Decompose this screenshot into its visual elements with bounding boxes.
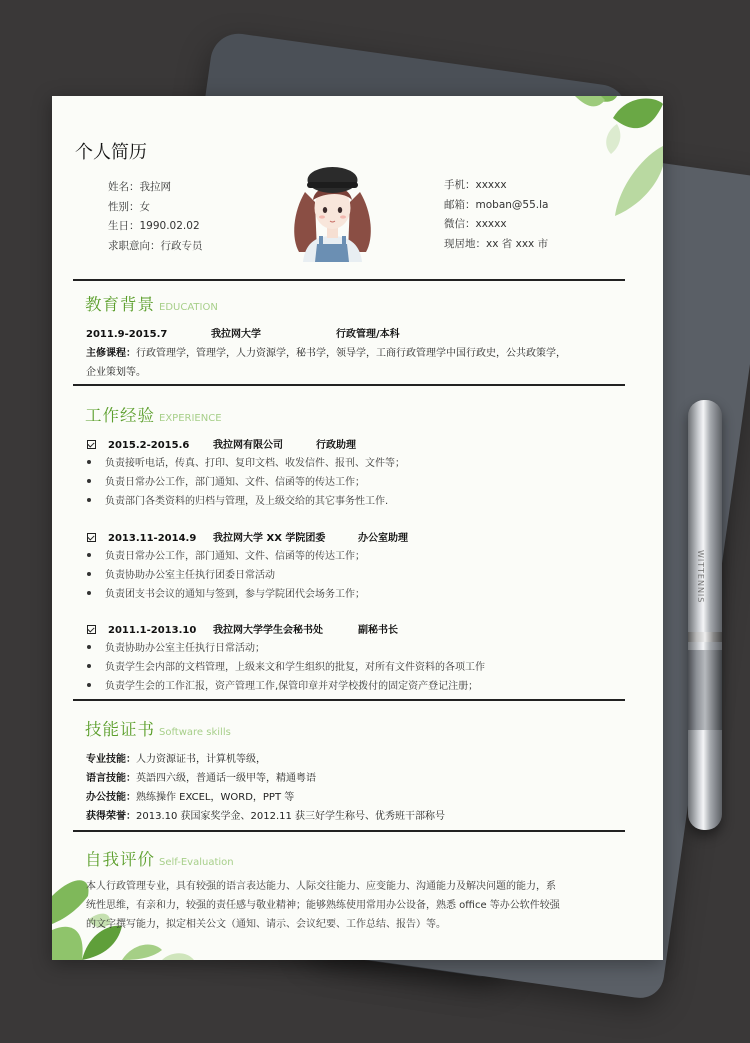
skill-text: 2013.10 获国家奖学金、2012.11 获三好学生称号、优秀班干部称号 [136, 811, 446, 822]
education-heading [85, 291, 218, 315]
skill-row [86, 750, 266, 765]
pen-ring [688, 632, 722, 642]
self-eval-heading-cn: 自我评价 [85, 850, 155, 869]
avatar [285, 152, 380, 262]
wechat-field: 微信：xxxxx [444, 218, 507, 230]
experience-heading-cn: 工作经验 [85, 406, 155, 425]
job-org: 我拉网大学学生会秘书处 [213, 625, 323, 636]
education-school: 我拉网大学 [211, 329, 261, 340]
divider [73, 279, 625, 281]
bullet-icon [87, 479, 91, 483]
education-heading-en: EDUCATION [159, 302, 218, 313]
email-field: 邮箱：moban@55.la [444, 198, 549, 211]
pen-brand: WITTENNIS [696, 550, 705, 604]
job-item-text: 负责日常办公工作，部门通知、文件、信函等的传达工作； [105, 477, 365, 488]
job-item-text: 负责协助办公室主任执行团委日常活动 [105, 570, 275, 581]
job-role: 副秘书长 [358, 625, 398, 636]
bullet-icon [87, 591, 91, 595]
education-courses-cont: 企业策划等。 [86, 367, 146, 378]
skill-text: 英語四六级，普通话一级甲等，精通粤语 [136, 773, 316, 784]
name-field: 姓名：我拉网 [108, 181, 171, 193]
bullet-icon [87, 572, 91, 576]
job-item [86, 677, 478, 692]
pen-image [688, 400, 722, 830]
job-item-text: 负责日常办公工作，部门通知、文件、信函等的传达工作； [105, 551, 365, 562]
job-org: 我拉网大学 XX 学院团委 [213, 533, 326, 544]
job-item [86, 566, 275, 581]
skill-row [86, 769, 316, 784]
skill-row [86, 788, 294, 803]
job-item-text: 负责部门各类资料的归档与管理，及上级交给的其它事务性工作. [105, 496, 389, 507]
self-eval-line: 本人行政管理专业，具有较强的语言表达能力、人际交往能力、应变能力、沟通能力及解决问题的能力，系 [86, 881, 556, 892]
job-header [86, 436, 356, 451]
job-period: 2015.2-2015.6 [108, 440, 190, 451]
divider [73, 384, 625, 386]
education-row [86, 325, 400, 340]
leaf-decoration-top-icon [557, 96, 663, 226]
skill-label: 办公技能： [86, 792, 136, 803]
job-role: 行政助理 [316, 440, 356, 451]
bullet-icon [87, 683, 91, 687]
bullet-icon [87, 498, 91, 502]
skill-label: 语言技能： [86, 773, 136, 784]
divider [73, 830, 625, 832]
job-item-text: 负责学生会内部的文档管理，上级来文和学生组织的批复，对所有文件资料的各项工作 [105, 662, 485, 673]
self-eval-line: 统性思维，有亲和力，较强的责任感与敬业精神；能够熟练使用常用办公设备，熟悉 office 等办公软件较强 [86, 900, 560, 911]
education-heading-cn: 教育背景 [85, 295, 155, 314]
birthday-field: 生日：1990.02.02 [108, 220, 200, 232]
self-eval-text [86, 877, 598, 934]
job-item [86, 473, 365, 488]
gender-field: 性别：女 [108, 200, 150, 213]
job-item-text: 负责协助办公室主任执行日常活动； [105, 643, 265, 654]
education-courses [86, 344, 566, 359]
checkbox-icon [87, 440, 96, 449]
job-item-text: 负责学生会的工作汇报，资产管理工作,保管印章并对学校拨付的固定资产登记注册； [105, 681, 479, 692]
skills-heading-cn: 技能证书 [85, 720, 155, 739]
page-title: 个人简历 [75, 142, 147, 163]
personal-info-right [444, 176, 548, 254]
skill-label: 获得荣誉： [86, 811, 136, 822]
divider [73, 699, 625, 701]
self-eval-heading [85, 846, 234, 870]
self-eval-line: 的文字撰写能力，拟定相关公文（通知、请示、会议纪要、工作总结、报告）等。 [86, 919, 446, 930]
job-item [86, 639, 265, 654]
job-period: 2011.1-2013.10 [108, 625, 197, 636]
skill-row [86, 807, 445, 822]
job-item [86, 454, 405, 469]
job-intent-field: 求职意向：行政专员 [108, 239, 203, 252]
skill-text: 熟练操作 EXCEL，WORD，PPT 等 [136, 792, 295, 803]
education-period: 2011.9-2015.7 [86, 329, 168, 340]
skills-heading [85, 716, 231, 740]
courses-label: 主修课程： [86, 348, 136, 359]
personal-info-left [108, 178, 203, 256]
phone-field: 手机：xxxxx [444, 179, 507, 191]
bullet-icon [87, 553, 91, 557]
job-item-text: 负责接听电话，传真、打印、复印文档、收发信件、报刊、文件等； [105, 458, 405, 469]
job-role: 办公室助理 [358, 533, 408, 544]
job-header [86, 529, 408, 544]
self-eval-heading-en: Self-Evaluation [159, 857, 234, 868]
courses-text: 行政管理学，管理学，人力资源学，秘书学，领导学，工商行政管理学中国行政史，公共政策学， [136, 348, 566, 359]
job-period: 2013.11-2014.9 [108, 533, 197, 544]
skills-heading-en: Software skills [159, 727, 231, 738]
checkbox-icon [87, 625, 96, 634]
address-field: 现居地：xx 省 xxx 市 [444, 237, 549, 250]
bullet-icon [87, 664, 91, 668]
skill-label: 专业技能： [86, 754, 136, 765]
experience-heading [85, 402, 222, 426]
pen-grip [688, 650, 722, 730]
job-item [86, 658, 485, 673]
skill-text: 人力资源证书，计算机等级， [136, 754, 266, 765]
bullet-icon [87, 460, 91, 464]
job-org: 我拉网有限公司 [213, 440, 283, 451]
education-major: 行政管理/本科 [336, 329, 400, 340]
job-item [86, 585, 365, 600]
resume-page [52, 96, 663, 960]
job-item-text: 负责团支书会议的通知与签到，参与学院团代会场务工作； [105, 589, 365, 600]
job-item [86, 547, 365, 562]
bullet-icon [87, 645, 91, 649]
job-header [86, 621, 398, 636]
experience-heading-en: EXPERIENCE [159, 413, 222, 424]
checkbox-icon [87, 533, 96, 542]
job-item [86, 492, 388, 507]
